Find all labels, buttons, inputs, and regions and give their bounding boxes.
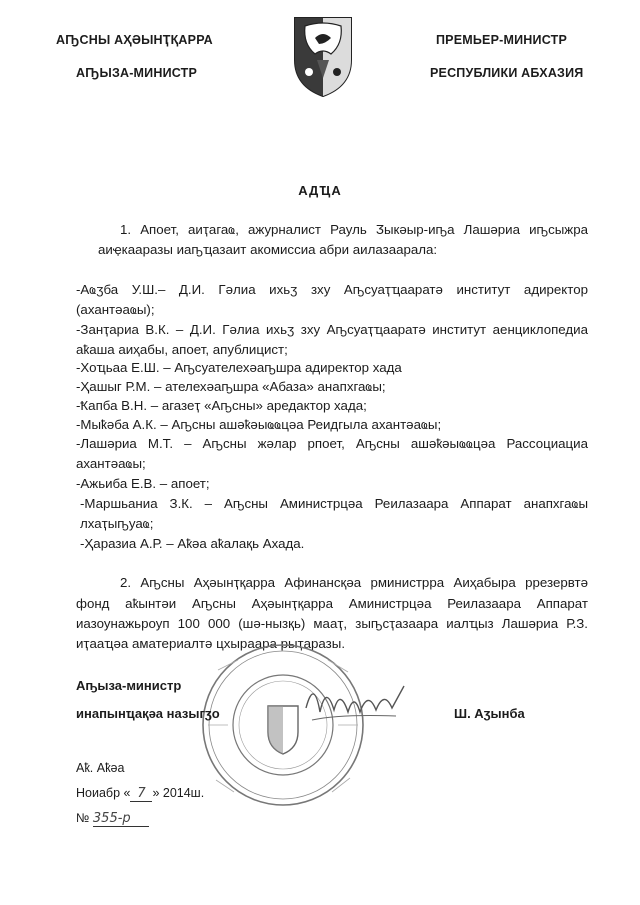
handwritten-signature [300,668,410,738]
paragraph-1-line-2: аиҿкааразы иаҧҵазаит акомиссиа абри аилазаарала: [98,242,438,257]
date-line [76,786,204,802]
member-line: -Лашәриа М.Т. – Аҧсны жәлар рпоет, Аҧсны ашәҟәыҩҩцәа Рассоциациа [76,436,588,451]
coat-of-arms-emblem-icon [291,14,355,98]
member-line: -Аҩӡба У.Ш.– Д.И. Гәлиа ихьӡ зху Аҧсуаҭҵааратә институт адиректор [76,282,588,297]
signatory-position-line2: инапынҵақәа назыгӡо [76,706,220,721]
paragraph-2-line-1: 2. Аҧсны Аҳәынҭқарра Афинансқәа рминистрра Аиҳабыра ррезервтә [120,575,588,590]
member-line: -Занҭариа В.К. – Д.И. Гәлиа ихьӡ зху Аҧсуаҭҵааратә институт аенциклопедиа [76,322,588,337]
member-line: -Ҟапба В.Н. – агазеҭ «Аҧсны» аредактор хада; [76,398,367,413]
paragraph-2-line-4: иҭааҵәа аматериалтә цхыраара рыҭаразы. [76,636,346,651]
member-line: -Ажьиба Е.В. – апоет; [76,476,210,491]
date-day: 7 [130,786,152,802]
number-line [76,811,149,827]
member-line: -Хоҵьаа Е.Ш. – Аҧсуателехәаҧшра адиректор хада [76,360,402,375]
number-prefix: № [76,811,90,825]
signatory-name: Ш. Аӡынба [454,706,525,721]
member-line: (ахантәаҩы); [76,302,155,317]
header-right-line2: РЕСПУБЛИКИ АБХАЗИЯ [430,66,584,80]
paragraph-1-line-1: 1. Апоет, аиҭагаҩ, ажурналист Рауль Ӡыкәыр-иҧа Лашәриа иҧсыжра [120,222,588,237]
member-line: -Маршьаниа З.К. – Аҧсны Аминистрцәа Реилазаара Аппарат анапхгаҩы [80,496,588,511]
member-line: -Мыҟәба А.К. – Аҧсны ашәҟәыҩҩцәа Реидгыла ахантәаҩы; [76,417,442,432]
header-left-line2: АҦЫЗА-МИНИСТР [76,66,198,80]
paragraph-2-line-2: фонд аҟынтәи Аҧсны Аҳәынҭқарра Аминистрцәа Реилазаара Аппарат [76,596,588,611]
member-line: -Ҳаразиа А.Р. – Аҟәа аҟалақь Ахада. [80,536,305,551]
document-number: 355-р [93,811,149,827]
signatory-position-line1: Аҧыза-министр [76,678,182,693]
date-prefix: Ноиабр « [76,786,131,800]
member-line: ахантәаҩы; [76,456,146,471]
document-title: АДҴА [298,183,342,198]
header-left-line1: АҦСНЫ АҲӘЫНҬҚАРРА [56,33,213,47]
member-line: лхаҭыҧуаҩ; [80,516,154,531]
city: Аҟ. Аҟәа [76,761,125,775]
paragraph-2-line-3: иазоунажьроуп 100 000 (шә-нызқь) мааҭ, зыҧсҭазаара иалҵыз Лашәриа Р.З. [76,616,588,631]
date-suffix: » 2014ш. [152,786,205,800]
header-right-line1: ПРЕМЬЕР-МИНИСТР [436,33,567,47]
member-line: -Ҳашыг Р.М. – ателехәаҧшра «Абаза» анапхгаҩы; [76,379,386,394]
member-line: аҟаша аиҳабы, апоет, апублицист; [76,342,288,357]
